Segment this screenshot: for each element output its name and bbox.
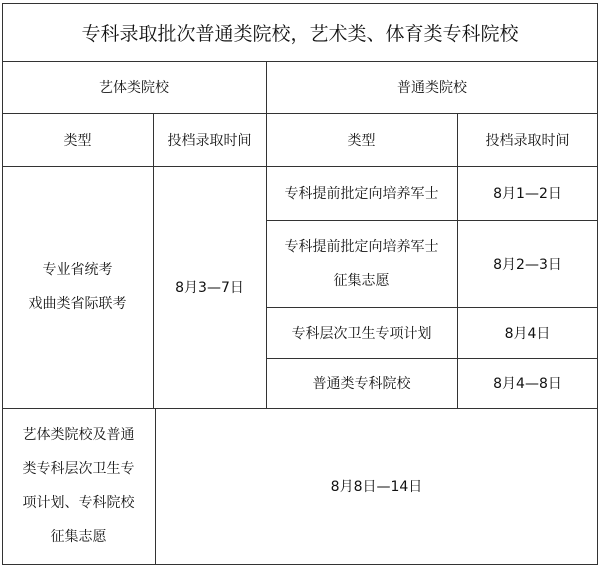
general-row-1-time: 8月1—2日 (493, 186, 562, 202)
table-title: 专科录取批次普通类院校，艺术类、体育类专科院校 (81, 22, 519, 45)
art-pe-header: 艺体类院校 (99, 80, 169, 96)
general-row-2-type-line-1: 专科提前批定向培养军士 (284, 238, 439, 255)
art-pe-col-type: 类型 (63, 132, 92, 149)
solicit-label-line-2: 类专科层次卫生专 (22, 461, 135, 477)
general-row-3-time: 8月4日 (504, 325, 551, 342)
general-col-type: 类型 (347, 132, 376, 149)
admission-schedule-table (2, 3, 598, 565)
solicit-label-line-1: 艺体类院校及普通 (22, 427, 135, 443)
general-header: 普通类院校 (397, 80, 467, 96)
art-pe-type-1: 专业省统考 (42, 262, 113, 278)
general-col-time: 投档录取时间 (485, 132, 570, 149)
general-row-2-type (266, 220, 457, 307)
general-row-2-type-line-2: 征集志愿 (333, 272, 390, 289)
border-bottom (2, 564, 598, 565)
solicit-label-line-4: 征集志愿 (50, 529, 107, 545)
general-row-3-type: 专科层次卫生专项计划 (291, 325, 432, 342)
general-row-1-type: 专科提前批定向培养军士 (284, 186, 439, 202)
solicit-label-line-3: 项计划、专科院校 (22, 495, 135, 511)
art-pe-time: 8月3—7日 (175, 280, 244, 296)
art-pe-types (2, 166, 153, 408)
art-pe-col-time: 投档录取时间 (167, 132, 252, 149)
solicit-time: 8月8日—14日 (330, 479, 423, 495)
general-row-4-type: 普通类专科院校 (312, 376, 411, 392)
general-row-2-time: 8月2—3日 (493, 256, 562, 273)
general-row-4-time: 8月4—8日 (493, 376, 562, 392)
art-pe-type-2: 戏曲类省际联考 (28, 296, 127, 312)
solicit-label (2, 408, 155, 564)
